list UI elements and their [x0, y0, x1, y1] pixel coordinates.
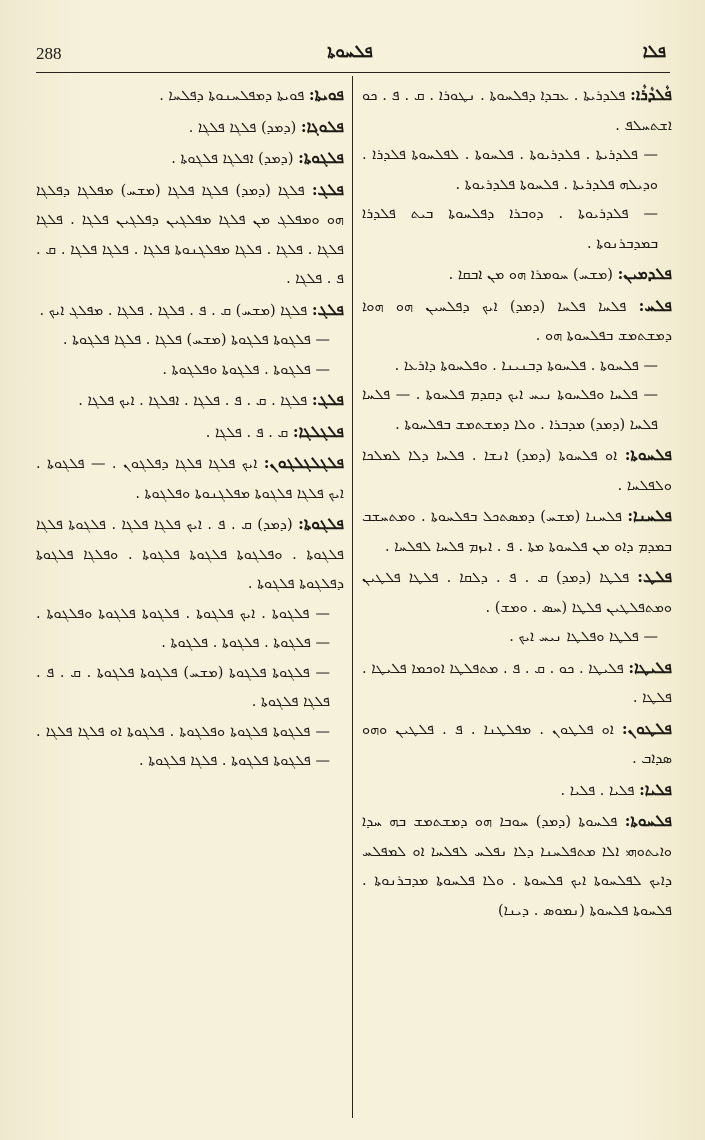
entry-definition: ܐܘ ܦܠܚܘܬܐ (ܕܡܕ) ܐܢܫܐ . ܦܠܚܐ ܕܠܐ ܠܡܠܟܐ ܘܠܦܠܚܐ . — [362, 448, 672, 494]
dictionary-entry — [36, 718, 344, 777]
entry-definition: ܦܠܚܢܐ (ܡܫܚ) ܕܡܣܬܟܠ ܒܦܠܚܘܬܐ . ܘܡܬܚܫܒ ܒܡܕܡ ܕܐܘ ܡܢ ܦܠܚܘܬܐ ܡܬܐ . ܦ . ܐܝܙܡ ܦܠܚܐ ܠܦܠܚܐ . — [362, 509, 672, 555]
entry-definition: — ܦܠܚܘܬܐ . ܦܠܚܘܬܐ ܕܒܢܝܢܐ . ܘܦܠܚܘܬܐ ܕܐܪܥܐ . — [394, 357, 658, 374]
entry-definition: — ܦܠܓܘܬܐ . ܐܝܟ ܦܠܓܘܬܐ . ܦܠܓܘܬܐ ܦܠܓܘܬܐ ܘܦܠܓܘܬܐ . — ܦܠܓܘܬܐ . ܦܠܓܘܬܐ . ܦܠܓܘܬܐ . — [36, 605, 330, 651]
dictionary-entry — [36, 600, 344, 659]
dictionary-entry — [36, 112, 344, 144]
catchword: ܦܠܐ — [642, 42, 666, 62]
entry-definition: — ܦܠܚܐ ܘܦܠܚܘܬܐ ܢܝܚ ܐܝܟ ܕܩܕܡ ܦܠܚܘܬܐ . — ܦܠܚܐ ܦܠܚܐ (ܕܡܕ) ܡܕܒܪܐ . ܘܠܐ ܕܡܫܬܡܫ ܒܦܠܚܘܬܐ . — [362, 387, 658, 433]
entry-definition: — ܦܠܓܘܬܐ ܦܠܓܘܬܐ (ܡܫܚ) ܦܠܓܐ . ܦܠܓܐ ܦܠܓܘܬܐ . — [62, 332, 330, 348]
page-number: 288 — [36, 44, 62, 63]
dictionary-entry — [36, 356, 344, 386]
header-rule — [36, 72, 670, 73]
dictionary-entry — [36, 175, 344, 295]
entry-headword: ܦܠܛܘܢ: — [621, 718, 672, 738]
entry-headword: ܦܠܚ: — [638, 295, 672, 315]
entry-headword: ܦܠܓ: — [311, 390, 344, 409]
dictionary-entry — [36, 385, 344, 417]
left-column — [36, 80, 344, 1115]
dictionary-entry — [362, 501, 672, 562]
entry-headword: ܦܠܓܘܬܐ: — [298, 514, 344, 533]
dictionary-entry — [362, 775, 672, 807]
entry-definition: — ܦܠܓܘܬܐ ܦܠܓܘܬܐ (ܡܫܚ) ܦܠܓܘܬܐ ܦܠܓܘܬܐ . ܩ . ܦ . ܦܠܓܐ ܦܠܓܘܬܐ . — [36, 664, 330, 710]
dictionary-entry — [36, 326, 344, 356]
entry-headword: ܦܠܓ: — [311, 179, 344, 199]
entry-headword: ܦܵܠܕܵܪܵܐ: — [630, 85, 672, 104]
dictionary-entry — [362, 80, 672, 141]
dictionary-entry — [36, 448, 344, 509]
entry-definition: ܦܠܓܐ . ܩ . ܦ . ܦܠܓܐ . ܐܦܠܓܐ . ܐܝܟ ܦܠܓܐ . — [78, 393, 308, 409]
entry-headword: ܦܠܓܘܬܐ: — [298, 148, 344, 167]
entry-headword: ܦܠܚܘܬܐ: — [624, 811, 672, 830]
running-title: ܦܠܚܘܬܐ — [327, 42, 373, 62]
entry-definition: ܦܠܝܛܐ . ܟܘ . ܩ . ܦ . ܡܬܦܠܛܐ ܐܘܟܡܐ ܦܠܝܛܐ . ܦܠܛܐ . — [362, 660, 672, 706]
entry-headword: ܦܠܘܓܐ: — [300, 116, 344, 136]
entry-headword: ܦܠܕܡܝܢ: — [617, 264, 672, 283]
entry-headword: ܦܠܓܠܓܠܓܘܢ: — [263, 453, 344, 472]
dictionary-entry — [36, 417, 344, 449]
dictionary-entry — [36, 659, 344, 718]
dictionary-entry — [362, 141, 672, 200]
dictionary-entry — [362, 259, 672, 291]
entry-headword: ܦܠܛ: — [637, 567, 672, 586]
dictionary-entry — [362, 200, 672, 259]
entry-headword: ܦܠܚܘܬܐ: — [624, 445, 672, 464]
entry-definition: — ܦܠܕܪܝܬܐ . ܦܠܕܪܝܘܬܐ . ܦܠܚܘܬܐ . ܠܦܠܚܘܬܐ ܦܠܕܪܐ . ܘܕܝܠܗ ܦܠܕܪܝܬܐ . ܦܠܚܘܬܐ ܦܠܕܪܝܘܬܐ . — [362, 147, 658, 193]
entry-definition: (ܕܡܕ) ܩ . ܦ . ܐܝܟ ܦܠܓܐ ܦܠܓܐ . ܦܠܓܘܬܐ ܦܠܓܐ ܦܠܓܘܬܐ . ܘܦܠܓܘܬܐ ܦܠܓܘܬܐ ܦܠܓܘܬܐ . ܘܦܠܓܐ ܦܠܓܘܬܐ ܕܦܠܓܘܬܐ ܦܠܓܘܬܐ . — [36, 517, 344, 592]
entry-headword: ܦܠܝܐ: — [639, 779, 672, 799]
entry-definition: ܦܘܝܬܐ ܕܡܦܠܚܢܘܬܐ ܕܦܠܚܐ . — [159, 88, 305, 104]
entry-definition: ܦܠܕܪܝܬܐ . ܥܒܕܐ ܕܦܠܚܘܬܐ . ܢܛܘܪܐ . ܩ . ܦ . ܟܘ ܐܫܬܚܠܦ . — [362, 88, 672, 134]
entry-headword: ܦܠܓܠܓܐ: — [292, 421, 344, 441]
dictionary-entry — [362, 806, 672, 926]
dictionary-entry — [36, 143, 344, 175]
entry-definition: ܐܘ ܦܠܛܘܢ . ܡܦܠܛܢܐ . ܦ . ܦܠܛܝܢ ܘܗܘ ܣܕܐܒ . — [362, 721, 672, 767]
dictionary-entry — [362, 562, 672, 623]
dictionary-entry — [362, 381, 672, 440]
entry-definition: (ܕܡܕ) ܦܠܓܐ ܦܠܓܐ . — [188, 119, 297, 136]
entry-definition: ܦܠܓܐ (ܡܫܚ) ܩ . ܦ . ܦܠܓܐ . ܦܠܓܐ . ܡܦܠܓ ܐܝܟ . — [39, 302, 308, 319]
dictionary-entry — [362, 653, 672, 714]
dictionary-entry — [362, 440, 672, 501]
entry-headword: ܦܠܓ: — [311, 299, 344, 319]
entry-headword: ܦܠܝܛܐ: — [628, 657, 672, 677]
entry-definition: ܦܠܛܐ (ܕܡܕ) ܩ . ܦ . ܕܠܩܐ . ܦܠܛܐ ܦܠܛܝܢ ܘܡܬܦܠܛܝܢ ܦܠܛܐ (ܚܣ . ܘܡܫ) . — [362, 570, 672, 616]
dictionary-entry — [36, 509, 344, 600]
right-column — [362, 80, 672, 1115]
entry-definition: — ܦܠܓܘܬܐ . ܦܠܓܘܬܐ ܘܦܠܓܘܬܐ . — [162, 361, 330, 378]
dictionary-entry — [362, 291, 672, 352]
dictionary-entry — [362, 623, 672, 653]
entry-definition: — ܦܠܓܘܬܐ ܦܠܓܘܬܐ ܘܦܠܓܘܬܐ . ܦܠܓܘܬܐ ܐܘ ܦܠܓܐ ܦܠܓܐ . — ܦܠܓܘܬܐ ܦܠܓܘܬܐ . ܦܠܓܐ ܦܠܓܘܬܐ . — [36, 723, 330, 769]
entry-definition: (ܕܡܕ) ܐܦܠܓܐ ܦܠܓܘܬܐ . — [171, 151, 294, 167]
entry-definition: ܦܠܝܐ . ܦܠܝܐ . — [560, 782, 635, 799]
dictionary-entry — [36, 80, 344, 112]
entry-definition: ܦܠܓܐ (ܕܡܕ) ܦܠܓܐ ܦܠܓܐ (ܡܫܚ) ܡܦܠܓܐ ܕܦܠܓܐ ܗܘ ܘܡܦܠܓ ܡܢ ܦܠܓܐ ܡܦܠܓܝܢ ܕܦܠܓܝܢ ܦܠܓܐ . ܦܠܓܐ ܦܠܓܐ . ܦܠܓܐ . ܦܠܓܐ ܡܦܠܓܢܘܬܐ ܦܠܓܐ . ܦܠܓܐ ܦܠܓܐ . ܩ . ܦ . ܦܠܓܐ . — [36, 182, 344, 287]
entry-headword: ܦܠܚܢܐ: — [627, 506, 672, 525]
dictionary-entry — [362, 714, 672, 775]
entry-definition: (ܡܫܚ) ܚܘܡܪܐ ܗܘ ܡܢ ܐܒܩܐ . — [448, 267, 613, 283]
column-divider — [352, 76, 353, 1118]
dictionary-entry — [36, 295, 344, 327]
page-header — [30, 40, 670, 70]
entry-definition: ܐܝܟ ܦܠܓܐ ܦܠܓܐ ܕܦܠܓܘܢ . — ܦܠܓܘܬܐ . ܐܝܟ ܦܠܓܐ ܦܠܓܘܬܐ ܡܦܠܓܢܘܬܐ ܘܦܠܓܘܬܐ . — [36, 456, 344, 502]
entry-definition: ܦܠܚܐ ܦܠܚܐ (ܕܡܕ) ܐܝܟ ܕܦܠܚܝܢ ܗܘ ܗܘܐ ܕܡܫܬܡܫ ܒܦܠܚܘܬܐ ܗܘ . — [362, 298, 672, 344]
entry-definition: ܦܠܚܘܬܐ (ܕܡܕ) ܚܘܒܐ ܗܘ ܕܡܫܬܡܫ ܒܗ ܚܕܐ ܘܐܝܬܘܗܝ ܐܠܐ ܡܬܦܠܚܢܐ ܕܠܐ ܢܦܠܚ ܠܦܠܚܐ ܐܘ ܠܡܦܠܚ ܕܐܝܟ ܠܦܠܚܘܬܐ ܐܝܟ ܦܠܚܘܬܐ . ܘܠܐ ܦܠܚܘܬܐ ܡܕܒܪܢܘܬܐ . ܦܠܚܘܬܐ ܦܠܚܘܬܐ (ܢܡܘܣ . ܕܝܢܐ) — [362, 814, 672, 919]
entry-headword: ܦܘܝܬܐ: — [308, 85, 344, 104]
entry-definition: — ܦܠܕܪܝܘܬܐ . ܕܘܒܪܐ ܕܦܠܚܘܬܐ ܒܝܬ ܦܠܕܪܐ ܒܡܕܒܪܢܘܬܐ . — [362, 206, 658, 252]
dictionary-entry — [362, 352, 672, 382]
entry-definition: — ܦܠܛܐ ܘܦܠܛܐ ܢܝܚ ܐܝܟ . — [509, 629, 658, 645]
entry-definition: ܩ . ܦ . ܦܠܓܐ . — [205, 424, 289, 441]
